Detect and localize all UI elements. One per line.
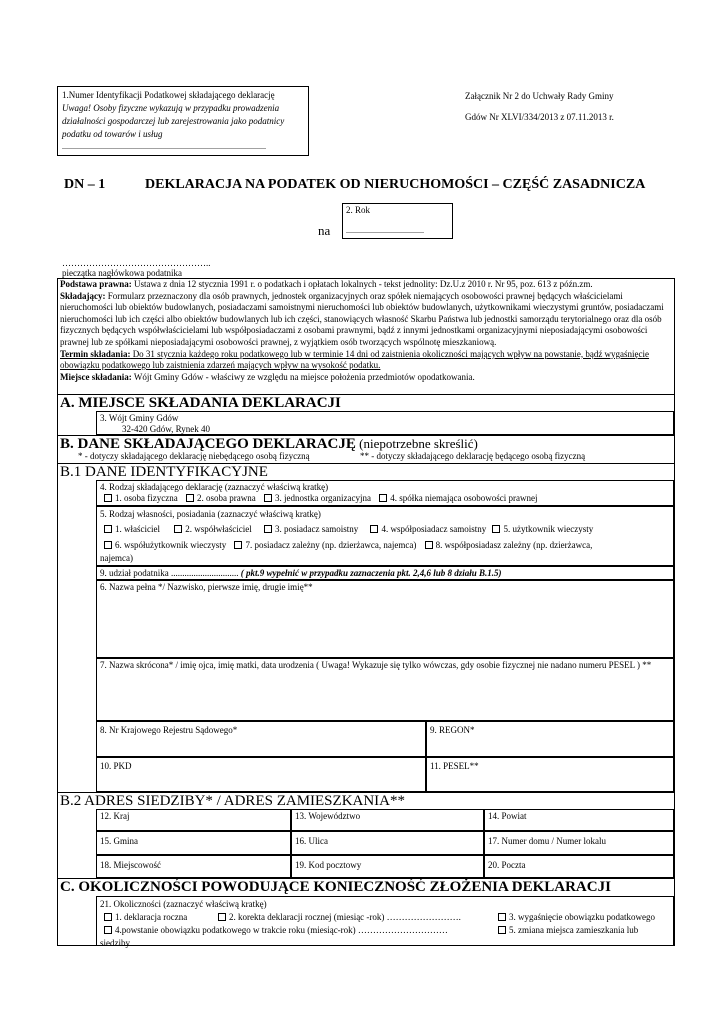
f5-option-5-label: 5. użytkownik wieczysty <box>503 524 594 534</box>
field-17-label: 17. Numer domu / Numer lokalu <box>488 836 606 846</box>
field-12-label: 12. Kraj <box>100 811 130 821</box>
f5-option-3[interactable] <box>264 524 358 534</box>
field-3-label: 3. Wójt Gminy Gdów <box>100 413 179 423</box>
field-11-pesel[interactable] <box>426 757 674 792</box>
field-9-regon-label: 9. REGON* <box>430 725 475 735</box>
section-b <box>58 435 674 461</box>
field-18-label: 18. Miejscowość <box>100 860 161 870</box>
section-b1 <box>58 463 674 481</box>
field-15[interactable] <box>96 831 291 855</box>
field-14[interactable] <box>484 809 674 831</box>
field-18[interactable] <box>96 855 291 878</box>
section-b-note: (niepotrzebne skreślić) <box>355 436 478 451</box>
checkbox-icon[interactable] <box>498 926 506 934</box>
f5-option-6-label: 6. współużytkownik wieczysty <box>115 540 227 550</box>
c-option-2[interactable] <box>218 911 461 924</box>
note-natural-person: ** - dotyczy składającego deklarację będącego osobą fizyczną <box>360 451 586 461</box>
f5-option-5[interactable] <box>492 524 593 534</box>
checkbox-icon[interactable] <box>104 926 112 934</box>
nip-box[interactable] <box>57 86 309 156</box>
c-option-3[interactable] <box>498 911 655 924</box>
f5-option-3-label: 3. posiadacz samoistny <box>274 524 359 534</box>
attachment-line-2: Gdów Nr XLVI/334/2013 z 07.11.2013 r. <box>465 112 614 122</box>
field-20[interactable] <box>484 855 674 878</box>
filer-label: Składający: <box>60 290 106 301</box>
form-frame <box>57 278 675 946</box>
field-9-share-label: 9. udział podatnika .............................. <box>100 568 239 578</box>
checkbox-icon[interactable] <box>104 541 112 549</box>
checkbox-icon[interactable] <box>425 541 433 549</box>
f4-option-1-label: 1. osoba fizyczna <box>115 493 178 503</box>
field-6-label: 6. Nazwa pełna */ Nazwisko, pierwsze imię, drugie imię** <box>100 582 313 592</box>
f4-option-2-label: 2. osoba prawna <box>196 493 256 503</box>
section-a <box>58 394 674 412</box>
f5-option-6[interactable] <box>104 540 226 550</box>
c-option-4[interactable] <box>104 924 448 937</box>
nip-label: 1.Numer Identyfikacji Podatkowej składającego deklarację <box>62 90 275 100</box>
field-16-label: 16. Ulica <box>295 836 328 846</box>
c-option-1[interactable] <box>104 911 187 924</box>
note-legal-person: * - dotyczy składającego deklarację niebędącego osobą fizyczną <box>78 451 310 461</box>
checkbox-icon[interactable] <box>186 494 194 502</box>
field-5-label: 5. Rodzaj własności, posiadania (zaznaczyć właściwą kratkę) <box>100 509 321 519</box>
field-9-regon[interactable] <box>426 721 674 757</box>
field-4 <box>96 480 674 506</box>
f4-option-1[interactable] <box>104 493 178 503</box>
field-20-label: 20. Poczta <box>488 860 526 870</box>
place-label: Miejsce składania: <box>60 371 132 382</box>
f5-option-1[interactable] <box>104 524 160 534</box>
checkbox-icon[interactable] <box>174 525 182 533</box>
f5-option-4-label: 4. współposiadacz samoistny <box>381 524 487 534</box>
field-17[interactable] <box>484 831 674 855</box>
checkbox-icon[interactable] <box>264 494 272 502</box>
field-19[interactable] <box>291 855 484 878</box>
field-11-label: 11. PESEL** <box>430 761 479 771</box>
f5-option-7-label: 7. posiadacz zależny (np. dzierżawca, najemca) <box>245 540 417 550</box>
stamp-line: ………………………………………….. <box>62 258 211 268</box>
f5-option-8-continued: najemca) <box>100 553 133 563</box>
field-12[interactable] <box>96 809 291 831</box>
checkbox-icon[interactable] <box>234 541 242 549</box>
f5-option-4[interactable] <box>370 524 486 534</box>
f4-option-3-label: 3. jednostka organizacyjna <box>274 493 372 503</box>
field-10-pkd[interactable] <box>96 757 426 792</box>
checkbox-icon[interactable] <box>498 913 506 921</box>
nip-input-line[interactable]: ...................................................................................................... <box>62 142 266 151</box>
field-21 <box>96 896 674 946</box>
field-6-name[interactable] <box>96 580 674 658</box>
f4-option-4-label: 4. spółka niemająca osobowości prawnej <box>390 493 538 503</box>
basis-label: Podstawa prawna: <box>60 279 132 289</box>
field-9-share-note: ( pkt.9 wypełnić w przypadku zaznaczenia pkt. 2,4,6 lub 8 działu B.1.5) <box>238 568 502 578</box>
f4-option-3[interactable] <box>264 493 371 503</box>
f5-option-8[interactable] <box>425 540 593 550</box>
checkbox-icon[interactable] <box>104 913 112 921</box>
filer-text: Formularz przeznaczony dla osób prawnych, jednostek organizacyjnych oraz spółek niemających osobowości prawnej będących właścicielami nieruchomości lub obiektów budowlanych, posiadaczami samoistnymi nieruchomości lub obiektów budowlanych, użytkownikami wieczystymi gruntów, posiadaczami nieruchomości lub ich części albo obiektów budowlanych lub ich części, stanowiących własność Skarbu Państwa lub jednostki samorządu terytorialnego oraz dla osób fizycznych będących współwłaścicielami lub współposiadaczami z osobami prawnymi, bądź z innymi jednostkami organizacyjnymi nieposiadającymi osobowości prawnej lub ze spółkami nieposiadającymi osobowości prawnej, z wyjątkiem osób tworzących wspólnotę mieszkaniową. <box>60 290 664 347</box>
attachment-line-1: Załącznik Nr 2 do Uchwały Rady Gminy <box>465 91 614 101</box>
year-prefix: na <box>318 223 331 238</box>
form-name: DEKLARACJA NA PODATEK OD NIERUCHOMOŚCI – CZĘŚĆ ZASADNICZA <box>145 177 646 192</box>
checkbox-icon[interactable] <box>264 525 272 533</box>
field-19-label: 19. Kod pocztowy <box>295 860 362 870</box>
field-7-short-name[interactable] <box>96 658 674 721</box>
attachment-info <box>465 86 614 128</box>
field-21-label: 21. Okoliczności (zaznaczyć właściwą kratkę) <box>100 899 267 909</box>
checkbox-icon[interactable] <box>104 525 112 533</box>
checkbox-icon[interactable] <box>218 913 226 921</box>
c-option-4-label: 4.powstanie obowiązku podatkowego w trakcie roku (miesiąc-rok) ………………………… <box>115 925 448 935</box>
field-15-label: 15. Gmina <box>100 836 138 846</box>
stamp-label: pieczątka nagłówkowa podatnika <box>62 268 182 278</box>
checkbox-icon[interactable] <box>370 525 378 533</box>
field-13-label: 13. Województwo <box>295 811 361 821</box>
year-label: 2. Rok <box>346 205 371 215</box>
field-3[interactable] <box>96 411 674 435</box>
checkbox-icon[interactable] <box>492 525 500 533</box>
field-8-krs[interactable] <box>96 721 426 757</box>
c-option-1-label: 1. deklaracja roczna <box>115 912 188 922</box>
section-c <box>58 878 674 896</box>
field-8-label: 8. Nr Krajowego Rejestru Sądowego* <box>100 725 238 735</box>
section-b-title: B. DANE SKŁADAJĄCEGO DEKLARACJĘ <box>60 436 356 452</box>
field-14-label: 14. Powiat <box>488 811 527 821</box>
form-code: DN – 1 <box>64 177 106 192</box>
section-c-title: C. OKOLICZNOŚCI POWODUJĄCE KONIECZNOŚĆ ZŁOŻENIA DEKLARACJI <box>60 879 611 895</box>
f5-option-8-label: 8. współposiadasz zależny (np. dzierżawca, <box>435 540 593 550</box>
deadline-label: Termin składania: <box>60 348 131 359</box>
field-4-label: 4. Rodzaj składającego deklarację (zaznaczyć właściwą kratkę) <box>100 482 329 492</box>
c-option-3-label: 3. wygaśnięcie obowiązku podatkowego <box>509 912 655 922</box>
year-input-line[interactable]: ....................................... <box>346 226 424 235</box>
f5-option-7[interactable] <box>234 540 416 550</box>
section-b2 <box>58 792 674 810</box>
section-a-title: A. MIEJSCE SKŁADANIA DEKLARACJI <box>60 395 341 411</box>
field-16[interactable] <box>291 831 484 855</box>
f5-option-1-label: 1. właściciel <box>115 524 160 534</box>
year-box[interactable] <box>342 203 453 239</box>
f5-option-2[interactable] <box>174 524 252 534</box>
deadline-text: Do 31 stycznia każdego roku podatkowego lub w terminie 14 dni od zaistnienia okoliczności mających wpływ na powstanie, bądź wygaśnięcie obowiązku podatkowego lub zaistnienia zdarzeń mających wpływ na wysokość podatku. <box>60 348 650 371</box>
section-b2-title: B.2 ADRES SIEDZIBY* / ADRES ZAMIESZKANIA** <box>60 793 406 809</box>
field-10-label: 10. PKD <box>100 761 132 771</box>
field-5 <box>96 506 674 566</box>
legal-info <box>60 279 672 383</box>
c-option-2-label: 2. korekta deklaracji rocznej (miesiąc -rok) ……………………. <box>229 912 461 922</box>
field-9-share[interactable] <box>96 566 674 580</box>
f4-option-2[interactable] <box>186 493 256 503</box>
f4-option-4[interactable] <box>379 493 537 503</box>
place-text: Wójt Gminy Gdów - właściwy ze względu na miejsce położenia przedmiotów opodatkowania. <box>131 371 475 382</box>
field-3-value: 32-420 Gdów, Rynek 40 <box>122 424 211 434</box>
basis-text: Ustawa z dnia 12 stycznia 1991 r. o podatkach i opłatach lokalnych - tekst jednolity: Dz.U.z 2010 r. Nr 95, poz. 613 z późn.zm. <box>131 279 593 289</box>
c-option-5[interactable] <box>498 924 638 937</box>
nip-note: Uwaga! Osoby fizyczne wykazują w przypadku prowadzenia działalności gospodarczej lub zarejestrowania jako podatnicy podatku od towarów i usług <box>62 103 285 139</box>
field-7-label: 7. Nazwa skrócona* / imię ojca, imię matki, data urodzenia ( Uwaga! Wykazuje się tylko wówczas, gdy osobie fizycznej nie nadano numeru PESEL ) ** <box>100 660 652 670</box>
f5-option-2-label: 2. współwłaściciel <box>185 524 252 534</box>
section-b1-title: B.1 DANE IDENTYFIKACYJNE <box>60 464 268 480</box>
field-13[interactable] <box>291 809 484 831</box>
checkbox-icon[interactable] <box>379 494 387 502</box>
checkbox-icon[interactable] <box>104 494 112 502</box>
c-option-5-continued: siedziby <box>100 938 130 948</box>
c-option-5-label: 5. zmiana miejsca zamieszkania lub <box>509 925 639 935</box>
